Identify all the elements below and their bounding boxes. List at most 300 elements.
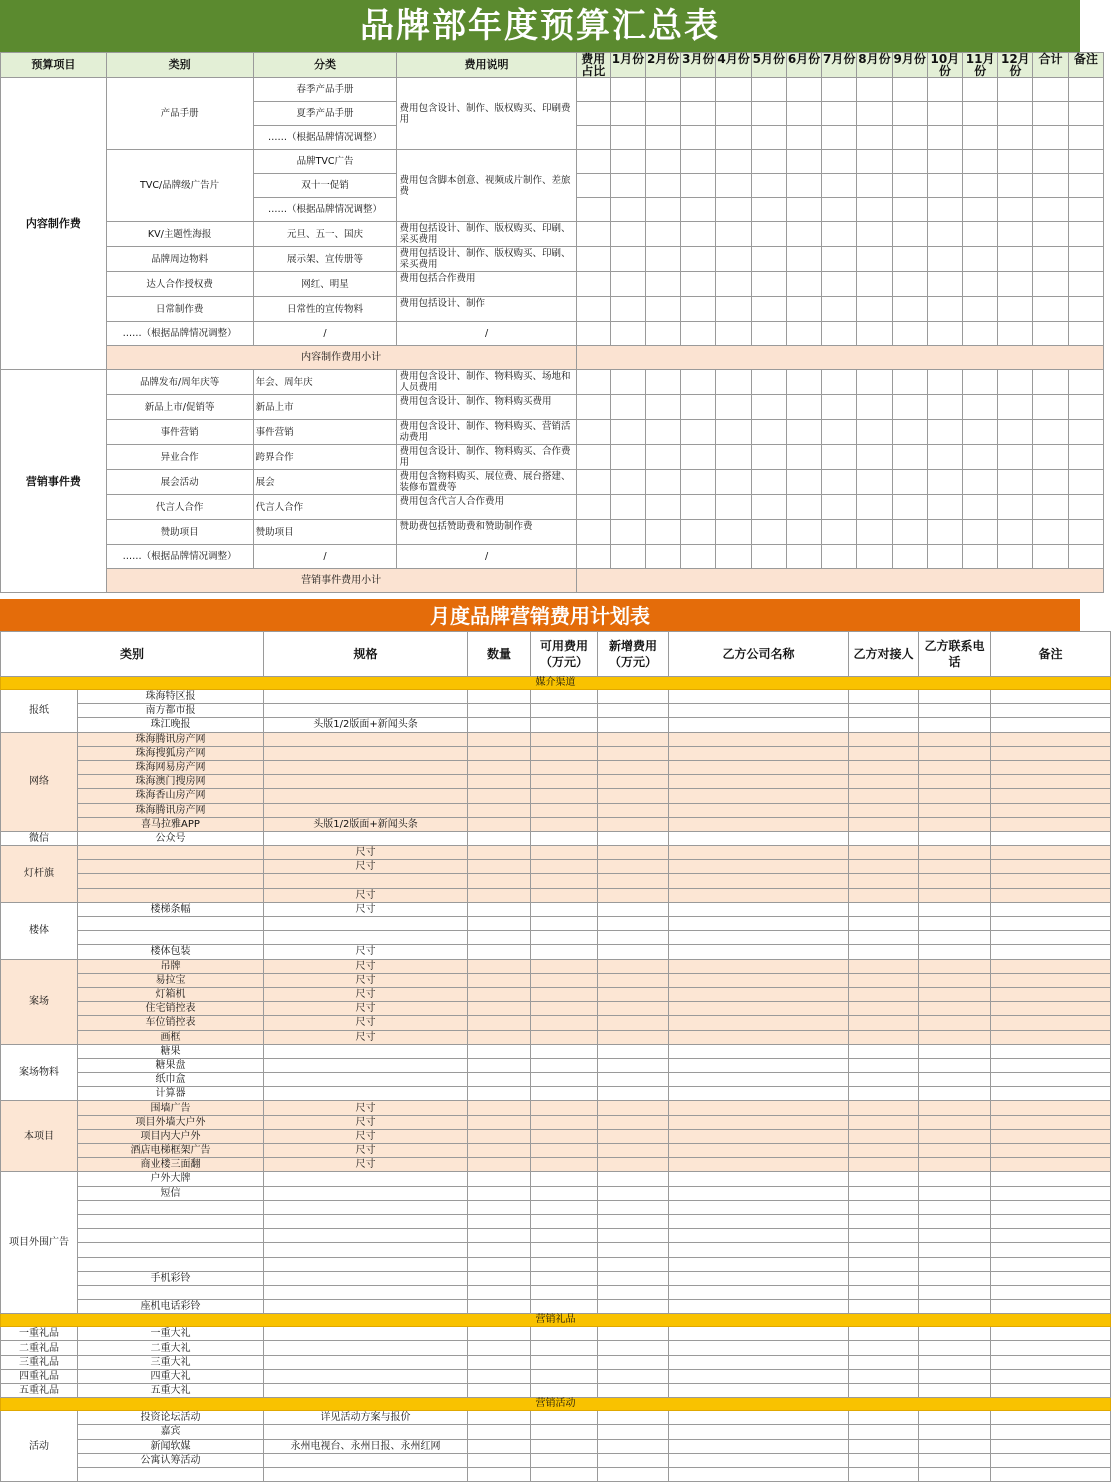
value-cell	[669, 1425, 849, 1439]
value-cell	[598, 1144, 669, 1158]
value-cell	[857, 420, 892, 445]
value-cell	[576, 247, 610, 272]
item-cell: 珠海香山房产网	[78, 789, 264, 803]
value-cell	[468, 831, 531, 845]
value-cell	[919, 1243, 991, 1257]
value-cell	[927, 322, 962, 346]
spec-cell	[264, 1243, 468, 1257]
value-cell	[927, 174, 962, 198]
value-cell	[751, 272, 786, 297]
header-cell: 类别	[1, 632, 264, 677]
value-cell	[849, 746, 919, 760]
table-row	[1, 545, 1104, 569]
description-cell: 费用包括设计、制作	[397, 297, 576, 322]
value-cell	[849, 1257, 919, 1271]
value-cell	[1068, 198, 1103, 222]
header-cell: 数量	[468, 632, 531, 677]
description-cell: 费用包括合作费用	[397, 272, 576, 297]
header-cell: 费用说明	[397, 53, 576, 78]
value-cell	[786, 470, 821, 495]
value-cell	[531, 1115, 598, 1129]
table-row	[1, 1073, 1111, 1087]
value-cell	[468, 917, 531, 931]
item-cell: 珠海特区报	[78, 690, 264, 704]
value-cell	[681, 395, 716, 420]
value-cell	[892, 174, 927, 198]
table-row	[1, 1355, 1111, 1369]
value-cell	[716, 420, 751, 445]
header-cell: 类别	[106, 53, 253, 78]
value-cell	[610, 420, 645, 445]
description-cell: 费用包含设计、制作、物料购买、营销活动费用	[397, 420, 576, 445]
value-cell	[531, 1186, 598, 1200]
value-cell	[892, 198, 927, 222]
value-cell	[669, 931, 849, 945]
item-cell: /	[253, 322, 397, 346]
value-cell	[786, 222, 821, 247]
value-cell	[751, 126, 786, 150]
value-cell	[991, 1144, 1111, 1158]
value-cell	[751, 102, 786, 126]
value-cell	[264, 1467, 468, 1481]
value-cell	[849, 917, 919, 931]
value-cell	[598, 1101, 669, 1115]
value-cell	[849, 1144, 919, 1158]
value-cell	[646, 222, 681, 247]
value-cell	[919, 760, 991, 774]
value-cell	[468, 817, 531, 831]
spec-cell	[264, 831, 468, 845]
value-cell	[610, 150, 645, 174]
value-cell	[531, 860, 598, 874]
spec-cell	[264, 760, 468, 774]
table-row	[1, 1300, 1111, 1314]
value-cell	[991, 902, 1111, 916]
category-cell: 新品上市/促销等	[106, 395, 253, 420]
value-cell	[751, 78, 786, 102]
value-cell	[468, 1129, 531, 1143]
value-cell	[669, 803, 849, 817]
value-cell	[991, 1425, 1111, 1439]
item-cell: 易拉宝	[78, 973, 264, 987]
table-row	[1, 370, 1104, 395]
value-cell	[919, 1186, 991, 1200]
table-row	[1, 78, 1104, 102]
spec-cell: 尺寸	[264, 888, 468, 902]
spec-cell	[264, 1172, 468, 1186]
value-cell	[669, 1200, 849, 1214]
value-cell	[849, 945, 919, 959]
section-label: 营销事件费	[1, 370, 107, 593]
spec-cell	[264, 746, 468, 760]
value-cell	[1068, 470, 1103, 495]
value-cell	[681, 322, 716, 346]
value-cell	[857, 198, 892, 222]
spec-cell: 尺寸	[264, 1101, 468, 1115]
table-row	[1, 1002, 1111, 1016]
value-cell	[892, 470, 927, 495]
value-cell	[468, 1285, 531, 1299]
value-cell	[892, 395, 927, 420]
value-cell	[919, 1229, 991, 1243]
item-cell: 年会、周年庆	[253, 370, 397, 395]
value-cell	[849, 690, 919, 704]
header-cell: 可用费用（万元）	[531, 632, 598, 677]
value-cell	[468, 1186, 531, 1200]
value-cell	[919, 1087, 991, 1101]
value-cell	[1068, 126, 1103, 150]
value-cell	[849, 1425, 919, 1439]
description-cell: 费用包含设计、制作、物料购买、合作费用	[397, 445, 576, 470]
description-cell: /	[397, 322, 576, 346]
value-cell	[786, 272, 821, 297]
value-cell	[849, 704, 919, 718]
value-cell	[669, 1101, 849, 1115]
value-cell	[1033, 545, 1068, 569]
value-cell	[1033, 102, 1068, 126]
spec-cell	[264, 931, 468, 945]
value-cell	[919, 1467, 991, 1481]
table-row	[1, 420, 1104, 445]
value-cell	[669, 817, 849, 831]
value-cell	[892, 247, 927, 272]
item-cell: 投资论坛活动	[78, 1411, 264, 1425]
value-cell	[991, 817, 1111, 831]
value-cell	[468, 789, 531, 803]
value-cell	[857, 370, 892, 395]
spec-cell	[264, 1087, 468, 1101]
value-cell	[998, 420, 1033, 445]
value-cell	[1033, 174, 1068, 198]
header-cell: 2月份	[646, 53, 681, 78]
value-cell	[991, 1115, 1111, 1129]
value-cell	[849, 1327, 919, 1341]
value-cell	[991, 987, 1111, 1001]
value-cell	[531, 1058, 598, 1072]
value-cell	[468, 1243, 531, 1257]
value-cell	[669, 1044, 849, 1058]
header-cell: 11月份	[963, 53, 998, 78]
value-cell	[991, 1214, 1111, 1228]
value-cell	[919, 1425, 991, 1439]
value-cell	[468, 1214, 531, 1228]
value-cell	[669, 846, 849, 860]
description-cell: 费用包含代言人合作费用	[397, 495, 576, 520]
item-cell: 珠海搜狐房产网	[78, 746, 264, 760]
table-row	[1, 690, 1111, 704]
category-cell: 本项目	[1, 1101, 78, 1172]
value-cell	[1033, 395, 1068, 420]
table-row	[1, 987, 1111, 1001]
value-cell	[576, 126, 610, 150]
table-row	[1, 902, 1111, 916]
category-cell: 案场	[1, 959, 78, 1044]
value-cell	[998, 495, 1033, 520]
spec-cell: 尺寸	[264, 945, 468, 959]
value-cell	[669, 1073, 849, 1087]
value-cell	[531, 1369, 598, 1383]
value-cell	[1033, 198, 1068, 222]
item-cell: 展示架、宣传册等	[253, 247, 397, 272]
value-cell	[963, 247, 998, 272]
value-cell	[751, 495, 786, 520]
value-cell	[1033, 445, 1068, 470]
value-cell	[849, 1341, 919, 1355]
value-cell	[468, 902, 531, 916]
value-cell	[716, 445, 751, 470]
value-cell	[857, 222, 892, 247]
value-cell	[919, 888, 991, 902]
value-cell	[919, 959, 991, 973]
item-cell: 珠海澳门搜房网	[78, 775, 264, 789]
value-cell	[751, 395, 786, 420]
value-cell	[849, 1030, 919, 1044]
value-cell	[963, 470, 998, 495]
spec-cell	[264, 1214, 468, 1228]
value-cell	[822, 545, 857, 569]
value-cell	[598, 1002, 669, 1016]
value-cell	[991, 1002, 1111, 1016]
value-cell	[531, 1144, 598, 1158]
value-cell	[669, 1439, 849, 1453]
value-cell	[610, 222, 645, 247]
value-cell	[849, 1200, 919, 1214]
value-cell	[681, 370, 716, 395]
category-cell: 灯杆旗	[1, 846, 78, 903]
value-cell	[610, 445, 645, 470]
value-cell	[849, 1467, 919, 1481]
value-cell	[849, 1186, 919, 1200]
value-cell	[919, 746, 991, 760]
header-cell: 10月份	[927, 53, 962, 78]
item-cell: 公众号	[78, 831, 264, 845]
value-cell	[598, 902, 669, 916]
value-cell	[610, 520, 645, 545]
header-cell: 1月份	[610, 53, 645, 78]
value-cell	[751, 445, 786, 470]
value-cell	[610, 174, 645, 198]
value-cell	[1068, 520, 1103, 545]
item-cell: 珠海网易房产网	[78, 760, 264, 774]
value-cell	[468, 874, 531, 888]
value-cell	[919, 1285, 991, 1299]
value-cell	[669, 1002, 849, 1016]
value-cell	[598, 1243, 669, 1257]
value-cell	[681, 495, 716, 520]
value-cell	[1068, 445, 1103, 470]
header-cell: 6月份	[786, 53, 821, 78]
value-cell	[468, 1384, 531, 1398]
value-cell	[468, 1271, 531, 1285]
spec-cell	[264, 1271, 468, 1285]
spec-cell: 尺寸	[264, 1002, 468, 1016]
item-cell	[78, 1285, 264, 1299]
value-cell	[681, 198, 716, 222]
value-cell	[681, 297, 716, 322]
value-cell	[857, 520, 892, 545]
value-cell	[849, 1044, 919, 1058]
value-cell	[576, 150, 610, 174]
value-cell	[598, 1229, 669, 1243]
value-cell	[669, 1411, 849, 1425]
value-cell	[849, 760, 919, 774]
value-cell	[531, 1453, 598, 1467]
table-row	[1, 495, 1104, 520]
category-cell: 代言人合作	[106, 495, 253, 520]
value-cell	[598, 1341, 669, 1355]
description-cell: 赞助费包括赞助费和赞助制作费	[397, 520, 576, 545]
value-cell	[991, 1411, 1111, 1425]
category-cell: 案场物料	[1, 1044, 78, 1101]
value-cell	[892, 102, 927, 126]
value-cell	[991, 1467, 1111, 1481]
category-cell: 品牌发布/周年庆等	[106, 370, 253, 395]
value-cell	[716, 470, 751, 495]
header-cell: 备注	[1068, 53, 1103, 78]
value-cell	[892, 495, 927, 520]
value-cell	[576, 297, 610, 322]
value-cell	[576, 78, 610, 102]
value-cell	[822, 495, 857, 520]
item-cell	[78, 1229, 264, 1243]
value-cell	[598, 1058, 669, 1072]
value-cell	[468, 1158, 531, 1172]
value-cell	[991, 746, 1111, 760]
value-cell	[716, 174, 751, 198]
value-cell	[646, 78, 681, 102]
value-cell	[786, 322, 821, 346]
value-cell	[681, 272, 716, 297]
value-cell	[468, 888, 531, 902]
value-cell	[857, 395, 892, 420]
value-cell	[468, 718, 531, 732]
table-row	[1, 817, 1111, 831]
value-cell	[849, 874, 919, 888]
monthly-plan-table	[0, 631, 1111, 1482]
value-cell	[919, 1411, 991, 1425]
value-cell	[919, 1300, 991, 1314]
value-cell	[751, 150, 786, 174]
value-cell	[786, 150, 821, 174]
value-cell	[468, 1016, 531, 1030]
table-row	[1, 1115, 1111, 1129]
item-cell: 项目外墙大户外	[78, 1115, 264, 1129]
value-cell	[991, 1271, 1111, 1285]
value-cell	[598, 874, 669, 888]
value-cell	[991, 1044, 1111, 1058]
table-row	[1, 888, 1111, 902]
value-cell	[919, 860, 991, 874]
value-cell	[468, 1073, 531, 1087]
value-cell	[786, 495, 821, 520]
value-cell	[1068, 545, 1103, 569]
spec-cell	[264, 917, 468, 931]
value-cell	[468, 1172, 531, 1186]
value-cell	[576, 322, 610, 346]
item-cell: 商业楼三面翻	[78, 1158, 264, 1172]
value-cell	[927, 222, 962, 247]
value-cell	[919, 775, 991, 789]
value-cell	[849, 1384, 919, 1398]
item-cell: 嘉宾	[78, 1425, 264, 1439]
value-cell	[919, 1016, 991, 1030]
value-cell	[919, 1257, 991, 1271]
spec-cell: 尺寸	[264, 959, 468, 973]
value-cell	[849, 1285, 919, 1299]
value-cell	[598, 1016, 669, 1030]
header-cell: 预算项目	[1, 53, 107, 78]
category-cell: 一重礼品	[1, 1327, 78, 1341]
value-cell	[669, 718, 849, 732]
value-cell	[963, 420, 998, 445]
value-cell	[751, 545, 786, 569]
item-cell: 楼梯条幅	[78, 902, 264, 916]
item-cell: 计算器	[78, 1087, 264, 1101]
item-cell: 纸巾盒	[78, 1073, 264, 1087]
item-cell	[78, 874, 264, 888]
spec-cell	[264, 1044, 468, 1058]
value-cell	[468, 1030, 531, 1044]
item-cell: 糖果	[78, 1044, 264, 1058]
value-cell	[598, 888, 669, 902]
value-cell	[927, 370, 962, 395]
value-cell	[857, 174, 892, 198]
value-cell	[919, 1158, 991, 1172]
table-row	[1, 1229, 1111, 1243]
value-cell	[919, 846, 991, 860]
value-cell	[786, 78, 821, 102]
value-cell	[716, 545, 751, 569]
value-cell	[468, 803, 531, 817]
category-cell: 微信	[1, 831, 78, 845]
value-cell	[998, 445, 1033, 470]
item-cell	[78, 1200, 264, 1214]
value-cell	[646, 470, 681, 495]
header-cell: 8月份	[857, 53, 892, 78]
value-cell	[919, 1200, 991, 1214]
value-cell	[919, 1058, 991, 1072]
value-cell	[991, 1257, 1111, 1271]
value-cell	[822, 198, 857, 222]
value-cell	[786, 126, 821, 150]
spec-cell	[264, 1058, 468, 1072]
value-cell	[646, 174, 681, 198]
value-cell	[849, 973, 919, 987]
value-cell	[669, 704, 849, 718]
value-cell	[991, 917, 1111, 931]
spec-cell	[264, 1229, 468, 1243]
table-row	[1, 1129, 1111, 1143]
value-cell	[669, 1243, 849, 1257]
spec-cell: 永州电视台、永州日报、永州红网	[264, 1439, 468, 1453]
spec-cell	[264, 1300, 468, 1314]
band-label: 媒介渠道	[1, 677, 1111, 690]
value-cell	[576, 445, 610, 470]
value-cell	[849, 1369, 919, 1383]
value-cell	[919, 1355, 991, 1369]
header-cell: 合计	[1033, 53, 1068, 78]
value-cell	[468, 1453, 531, 1467]
value-cell	[991, 803, 1111, 817]
value-cell	[998, 174, 1033, 198]
value-cell	[669, 1327, 849, 1341]
value-cell	[264, 1341, 468, 1355]
value-cell	[919, 874, 991, 888]
value-cell	[669, 831, 849, 845]
monthly-plan-title: 月度品牌营销费用计划表	[0, 599, 1080, 631]
value-cell	[78, 1467, 264, 1481]
table-row	[1, 831, 1111, 845]
